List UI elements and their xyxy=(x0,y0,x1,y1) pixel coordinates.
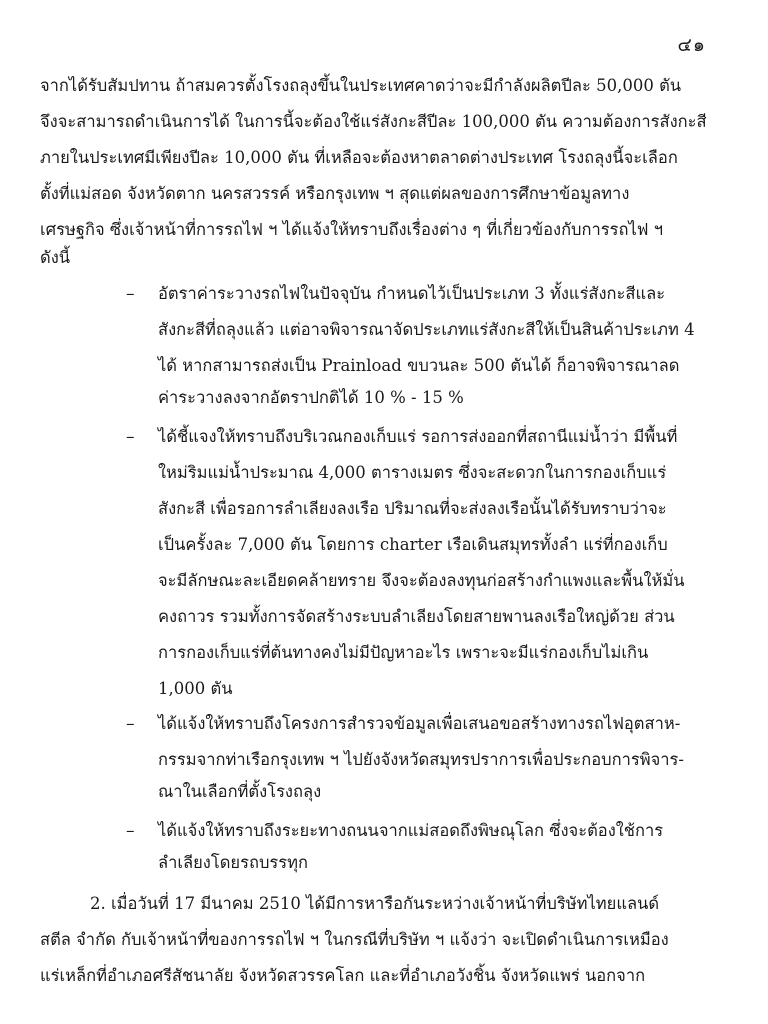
text-line: ดังนี้ xyxy=(40,248,71,267)
text-line: ภายในประเทศมีเพียงปีละ 10,000 ตัน ที่เหลือจะต้องหาตลาดต่างประเทศ โรงถลุงนี้จะเลือก xyxy=(40,148,678,167)
text-line: ตั้งที่แม่สอด จังหวัดตาก นครสวรรค์ หรือกรุงเทพ ฯ สุดแต่ผลของการศึกษาข้อมูลทาง xyxy=(40,184,630,203)
text-line: คงถาวร รวมทั้งการจัดสร้างระบบลำเลียงโดยสายพานลงเรือใหญ่ด้วย ส่วน xyxy=(158,607,675,626)
text-line: เศรษฐกิจ ซึ่งเจ้าหน้าที่การรถไฟ ฯ ได้แจ้งให้ทราบถึงเรื่องต่าง ๆ ที่เกี่ยวข้องกับการรถไฟ ฯ xyxy=(40,220,663,239)
text-line: ค่าระวางลงจากอัตราปกติได้ 10 % - 15 % xyxy=(158,388,464,407)
bullet-dash: – xyxy=(126,714,135,734)
bullet-dash: – xyxy=(126,427,135,447)
text-line: 2. เมื่อวันที่ 17 มีนาคม 2510 ได้มีการหารือกันระหว่างเจ้าหน้าที่บริษัทไทยแลนด์ xyxy=(90,894,660,913)
text-line: จึงจะสามารถดำเนินการได้ ในการนี้จะต้องใช้แร่สังกะสีปีละ 100,000 ตัน ความต้องการสังกะสี xyxy=(40,112,707,131)
text-line: สตีล จำกัด กับเจ้าหน้าที่ของการรถไฟ ฯ ในกรณีที่บริษัท ฯ แจ้งว่า จะเปิดดำเนินการเหมือง xyxy=(40,930,669,949)
text-line: ลำเลียงโดยรถบรรทุก xyxy=(158,853,309,872)
text-line: ได้ชี้แจงให้ทราบถึงบริเวณกองเก็บแร่ รอการส่งออกที่สถานีแม่น้ำว่า มีพื้นที่ xyxy=(158,427,678,446)
text-line: ได้แจ้งให้ทราบถึงระยะทางถนนจากแม่สอดถึงพิษณุโลก ซึ่งจะต้องใช้การ xyxy=(158,821,664,840)
text-line: กรรมจากท่าเรือกรุงเทพ ฯ ไปยังจังหวัดสมุทรปราการเพื่อประกอบการพิจาร- xyxy=(158,750,684,769)
text-line: สังกะสีที่ถลุงแล้ว แต่อาจพิจารณาจัดประเภทแร่สังกะสีให้เป็นสินค้าประเภท 4 xyxy=(158,320,695,339)
text-line: จากได้รับสัมปทาน ถ้าสมควรตั้งโรงถลุงขึ้นในประเทศคาดว่าจะมีกำลังผลิตปีละ 50,000 ตัน xyxy=(40,76,682,95)
bullet-dash: – xyxy=(126,821,135,841)
text-line: จะมีลักษณะละเอียดคล้ายทราย จึงจะต้องลงทุนก่อสร้างกำแพงและพื้นให้มั่น xyxy=(158,571,685,590)
bullet-dash: – xyxy=(126,284,135,304)
page-number: ๔๑ xyxy=(677,34,706,56)
text-line: ใหม่ริมแม่น้ำประมาณ 4,000 ตารางเมตร ซึ่งจะสะดวกในการกองเก็บแร่ xyxy=(158,463,667,482)
text-line: สังกะสี เพื่อรอการลำเลียงลงเรือ ปริมาณที่จะส่งลงเรือนั้นได้รับทราบว่าจะ xyxy=(158,499,667,518)
text-line: เป็นครั้งละ 7,000 ตัน โดยการ charter เรือเดินสมุทรทั้งลำ แร่ที่กองเก็บ xyxy=(158,535,668,554)
text-line: แร่เหล็กที่อำเภอศรีสัชนาลัย จังหวัดสวรรคโลก และที่อำเภอวังชิ้น จังหวัดแพร่ นอกจาก xyxy=(40,966,646,985)
text-line: ได้ หากสามารถส่งเป็น Prainload ขบวนละ 500 ตันได้ ก็อาจพิจารณาลด xyxy=(158,356,680,375)
text-line: ได้แจ้งให้ทราบถึงโครงการสำรวจข้อมูลเพื่อเสนอขอสร้างทางรถไฟอุตสาห- xyxy=(158,714,681,733)
text-line: 1,000 ตัน xyxy=(158,679,233,698)
text-line: การกองเก็บแร่ที่ต้นทางคงไม่มีปัญหาอะไร เพราะจะมีแร่กองเก็บไม่เกิน xyxy=(158,643,649,662)
text-line: อัตราค่าระวางรถไฟในปัจจุบัน กำหนดไว้เป็นประเภท 3 ทั้งแร่สังกะสีและ xyxy=(158,284,666,303)
text-line: ณาในเลือกที่ตั้งโรงถลุง xyxy=(158,782,322,801)
